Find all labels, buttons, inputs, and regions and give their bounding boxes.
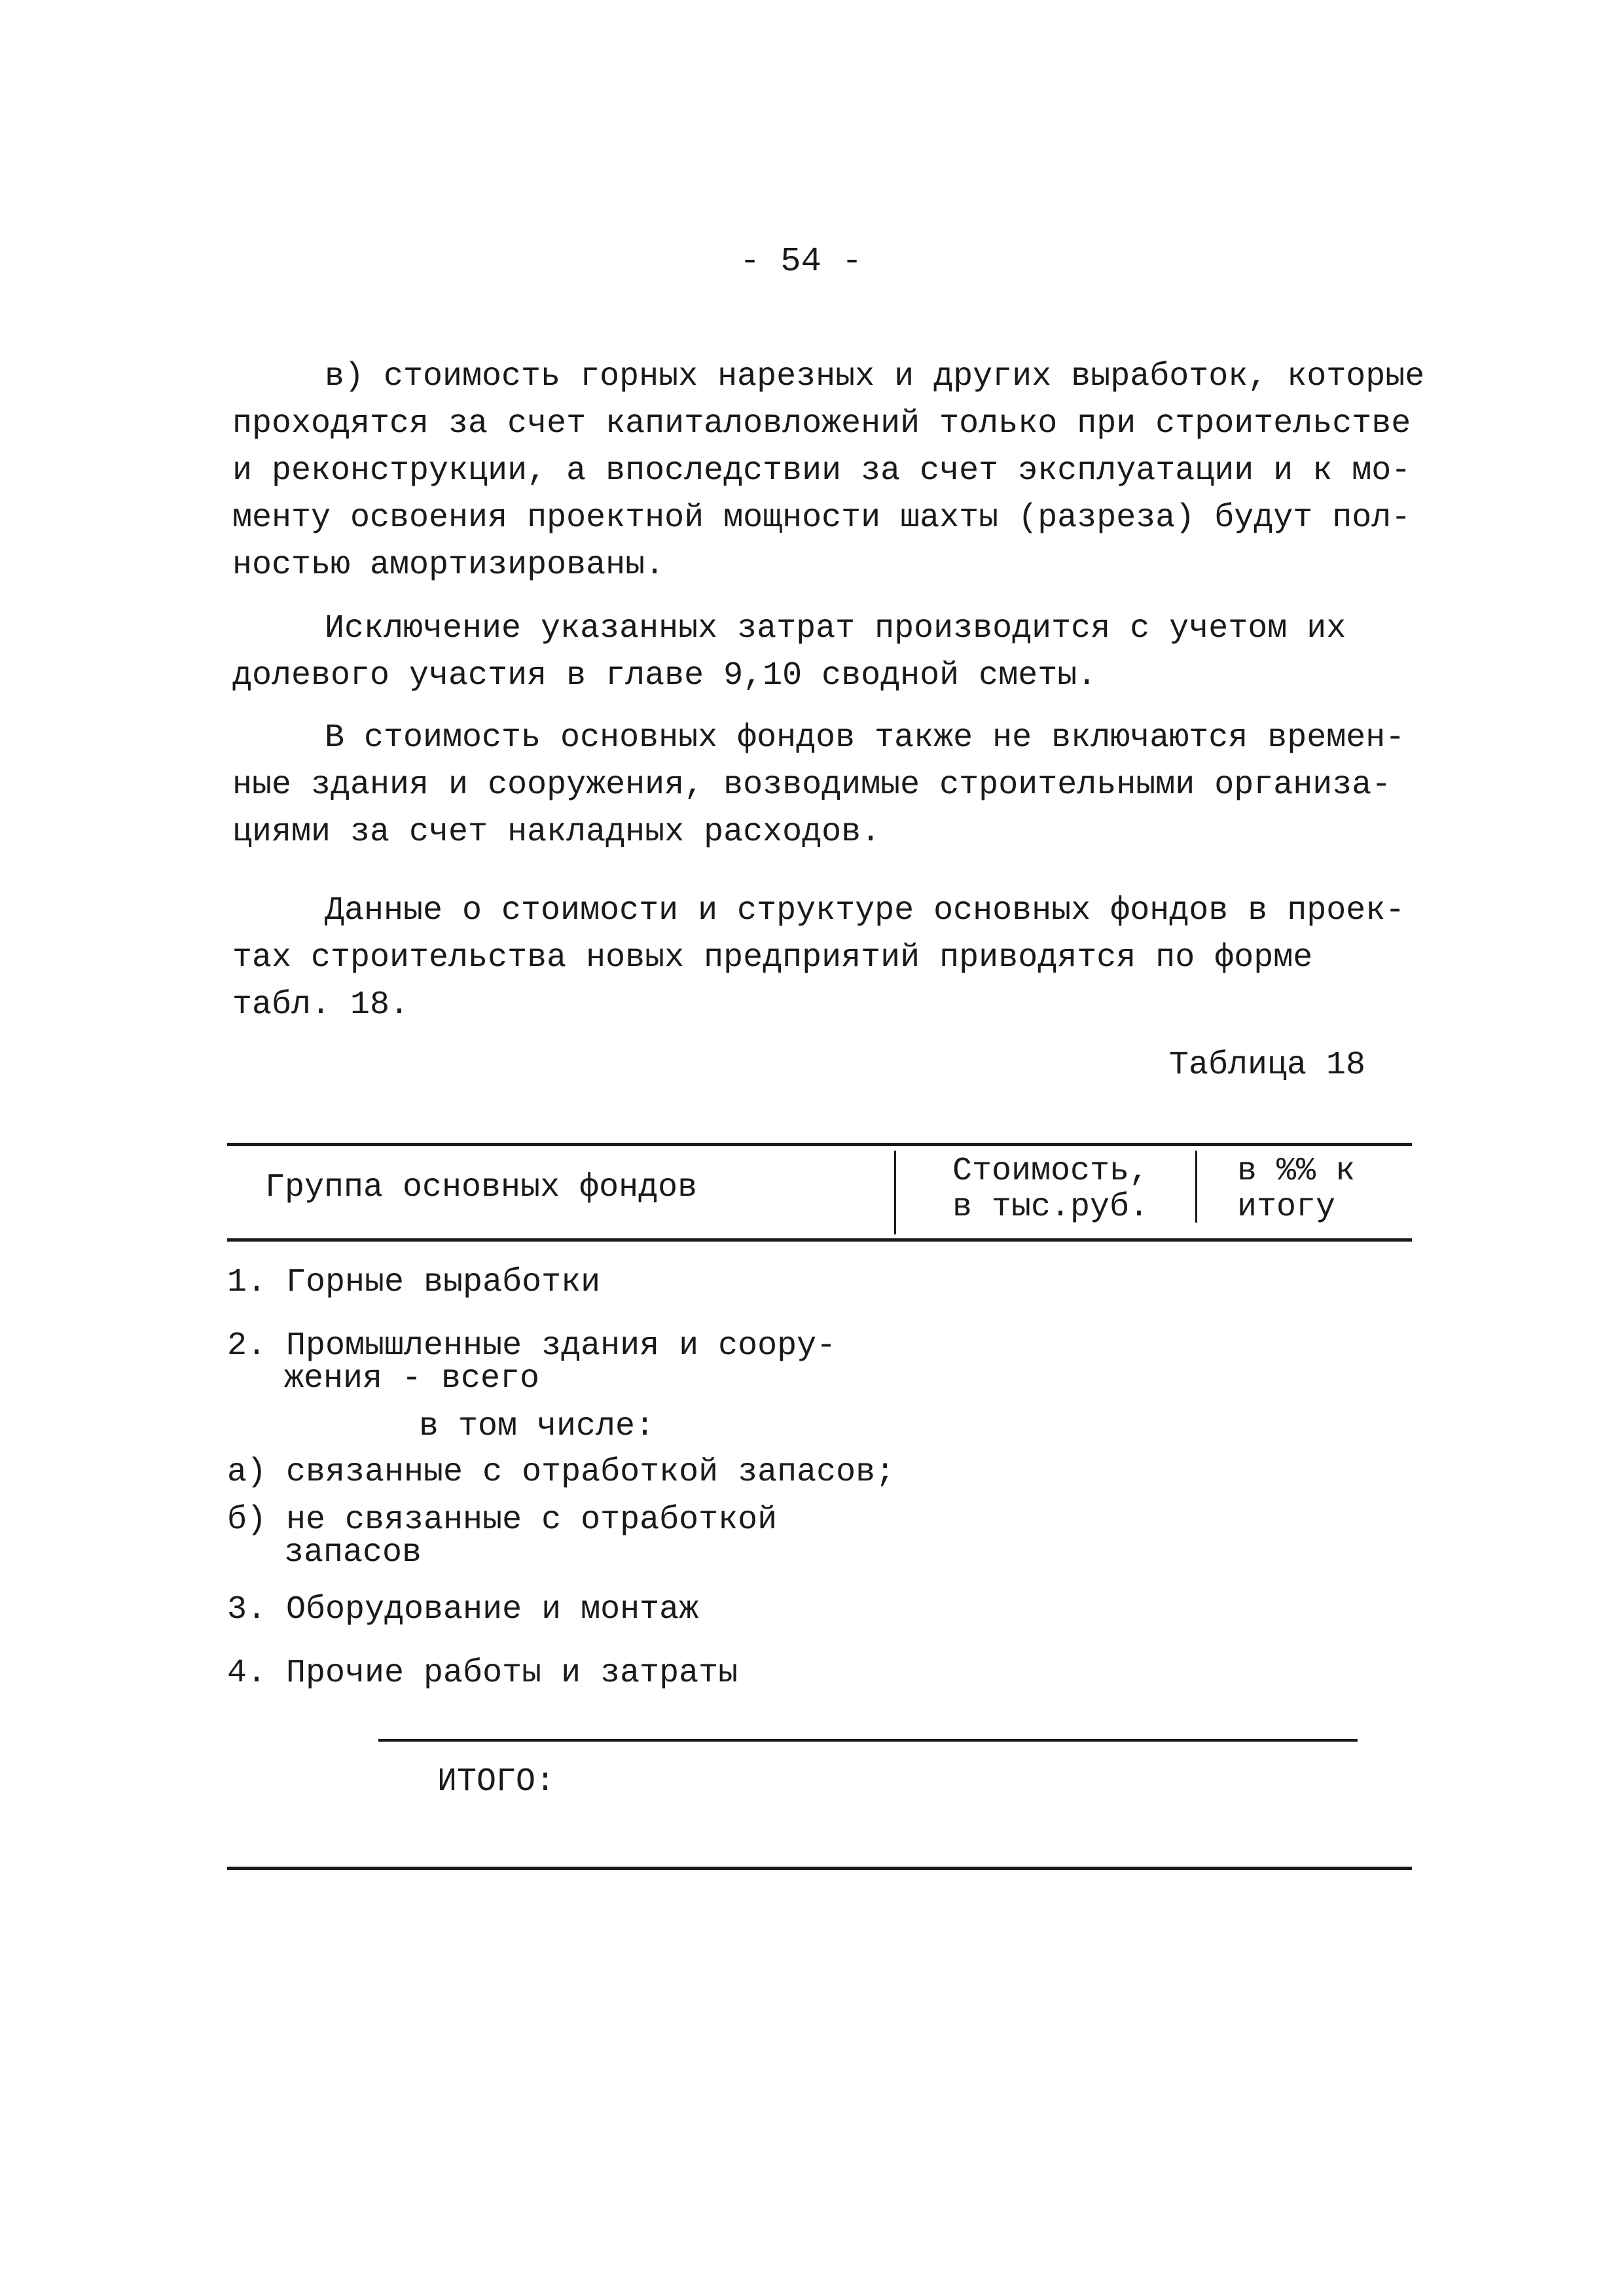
- header-cost-line1: Стоимость,: [952, 1153, 1149, 1190]
- table-row: 1. Горные выработки: [227, 1264, 601, 1301]
- paragraph-line: Данные о стоимости и структуре основных фондов в проек-: [325, 892, 1405, 929]
- column-divider: [894, 1151, 896, 1234]
- table-row: 2. Промышленные здания и соору-: [227, 1327, 837, 1365]
- header-cost-line2: в тыс.руб.: [952, 1189, 1149, 1226]
- paragraph-line: тах строительства новых предприятий приводятся по форме: [232, 939, 1313, 977]
- table-row: 3. Оборудование и монтаж: [227, 1591, 699, 1628]
- header-percent-line2: итогу: [1237, 1189, 1336, 1226]
- paragraph-line: долевого участия в главе 9,10 сводной сметы.: [232, 657, 1097, 694]
- paragraph-line: проходятся за счет капиталовложений только при строительстве: [232, 405, 1411, 442]
- paragraph-line: табл. 18.: [232, 986, 410, 1024]
- paragraph-line: Исключение указанных затрат производится с учетом их: [325, 610, 1346, 647]
- table-row: 4. Прочие работы и затраты: [227, 1655, 738, 1692]
- paragraph-line: ные здания и сооружения, возводимые строительными организа-: [232, 766, 1392, 804]
- table-bottom-rule: [227, 1867, 1412, 1870]
- total-rule: [378, 1739, 1358, 1742]
- paragraph-line: менту освоения проектной мощности шахты (разреза) будут пол-: [232, 499, 1411, 537]
- paragraph-line: и реконструкции, а впоследствии за счет эксплуатации и к мо-: [232, 452, 1411, 490]
- header-bottom-rule: [227, 1238, 1412, 1242]
- header-percent-line1: в %% к: [1237, 1153, 1356, 1190]
- paragraph-line: В стоимость основных фондов также не включаются времен-: [325, 719, 1405, 757]
- table-row: в том числе:: [419, 1408, 655, 1445]
- paragraph-line: циями за счет накладных расходов.: [232, 814, 881, 851]
- table-row: б) не связанные с отработкой: [227, 1501, 778, 1539]
- paragraph-line: в) стоимость горных нарезных и других выработок, которые: [325, 358, 1425, 395]
- header-group: Группа основных фондов: [265, 1169, 698, 1206]
- table-caption: Таблица 18: [1169, 1047, 1366, 1084]
- paragraph-line: ностью амортизированы.: [232, 547, 665, 584]
- table-row: а) связанные с отработкой запасов;: [227, 1454, 895, 1491]
- column-divider: [1195, 1151, 1197, 1223]
- table-top-rule: [227, 1143, 1412, 1146]
- page-number: - 54 -: [740, 242, 863, 281]
- table-row: жения - всего: [284, 1360, 540, 1397]
- total-label: ИТОГО:: [437, 1763, 556, 1801]
- table-row: запасов: [284, 1534, 422, 1571]
